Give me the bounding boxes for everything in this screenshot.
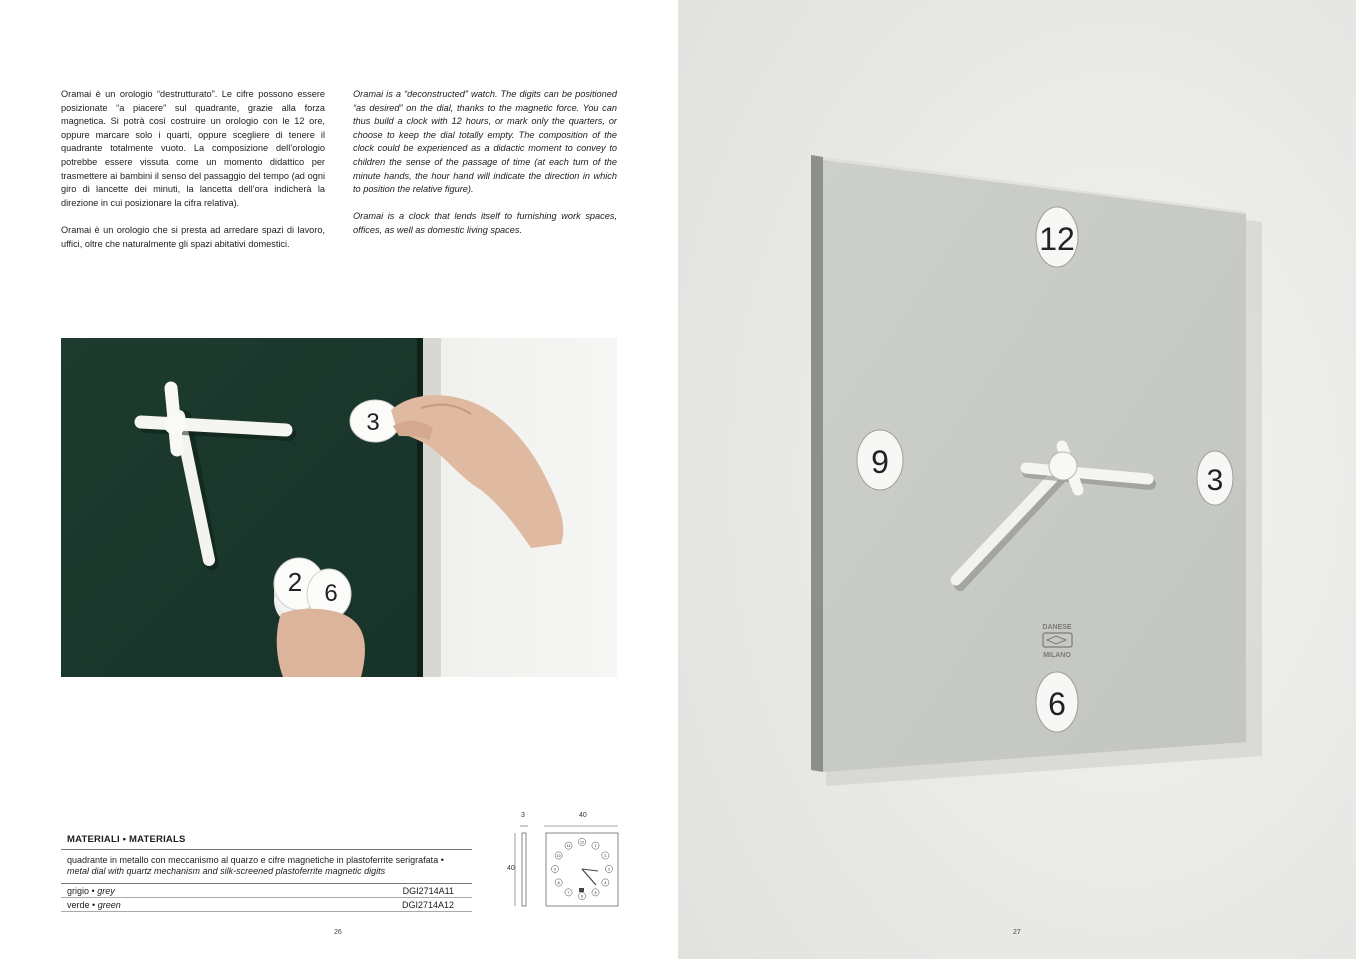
- variant-row-grey: [61, 884, 472, 898]
- dimension-width: 40: [579, 812, 587, 819]
- logo-top-text: DANESE: [1042, 624, 1072, 631]
- drawing-digit-label: 8: [557, 881, 560, 885]
- materials-description-en: metal dial with quartz mechanism and silk-screened plastoferrite magnetic digits: [67, 866, 386, 876]
- variant-code: DGI2714A12: [401, 900, 454, 910]
- green-clock-photo: [61, 338, 617, 677]
- english-text-column: [353, 88, 617, 251]
- drawing-digit-label: 12: [580, 840, 584, 845]
- drawing-digit-label: 5: [594, 890, 597, 895]
- variant-row-green: [61, 898, 472, 912]
- variant-name-it: verde •: [67, 900, 96, 910]
- drawing-digit-label: 1: [594, 844, 597, 849]
- drawing-digit-label: 2: [604, 854, 607, 858]
- drawing-digit-label: 4: [604, 881, 607, 885]
- english-paragraph-2: Oramai is a clock that lends itself to furnishing work spaces, offices, as well as domestic living spaces.: [353, 211, 617, 235]
- right-page: [678, 0, 1356, 959]
- dimension-height: 40: [507, 865, 515, 872]
- clock-digit-3: 3: [1206, 464, 1224, 497]
- held-digit-disc: [350, 400, 400, 442]
- stack-digit-a: 2: [287, 567, 303, 597]
- materials-title: MATERIALI • MATERIALS: [61, 834, 472, 850]
- logo-bottom-text: MILANO: [1043, 652, 1071, 659]
- materials-table: [61, 834, 472, 912]
- materials-description-it: quadrante in metallo con meccanismo al quarzo e cifre magnetiche in plastoferrite serigrafata •: [67, 855, 444, 865]
- drawing-digit-label: 6: [581, 894, 583, 899]
- english-paragraph-1: Oramai is a “deconstructed” watch. The digits can be positioned “as desired” on the dial, thanks to the magnetic force. You can thus build a clock with 12 hours, or mark only the quarters, or choose to keep the dial totally empty. The composition of the clock could be experienced as a didactic moment to convey to children the sense of the passage of time (at each turn of the minute hands, the hour hand will indicate the direction in which to position the relative figure).: [353, 89, 617, 195]
- variant-code: DGI2714A11: [402, 886, 454, 896]
- stack-digit-b: 6: [324, 580, 338, 607]
- drawing-digit-label: 10: [556, 854, 561, 858]
- italian-paragraph-1: Oramai è un orologio “destrutturato”. Le cifre possono essere posizionate “a piacere” sul quadrante, grazie alla forza magnetica. Si potrà così costruire un orologio con le 12 ore, oppure marcare solo i quarti, oppure scegliere di tenere il quadrante totalmente vuoto. La composizione dell’orologio potrebbe essere vissuta come un momento didattico per trasmettere ai bambini il senso del passaggio del tempo (ad ogni giro di lancette dei minuti, la lancetta dell’ora indicherà la direzione in cui posizionare la cifra relativa).: [61, 89, 325, 208]
- variant-name-en: grey: [97, 886, 115, 896]
- drawing-digit-label: 11: [566, 844, 571, 849]
- clock-digit-12: 12: [1039, 221, 1075, 257]
- materials-description: [61, 850, 472, 884]
- page-number-right: 27: [1013, 929, 1021, 936]
- held-digit-label: 3: [366, 409, 380, 436]
- italian-paragraph-2: Oramai è un orologio che si presta ad arredare spazi di lavoro, uffici, oltre che naturalmente gli spazi abitativi domestici.: [61, 224, 325, 249]
- italian-text-column: [61, 88, 325, 265]
- page-number-left: 26: [334, 929, 342, 936]
- clock-digit-9: 9: [871, 444, 889, 480]
- variant-name-en: green: [97, 900, 121, 910]
- dimension-depth: 3: [521, 812, 525, 819]
- drawing-digit-label: 9: [554, 867, 556, 872]
- drawing-digit-label: 3: [608, 867, 610, 872]
- variant-name-it: grigio •: [67, 886, 95, 896]
- technical-drawing: [500, 808, 626, 912]
- drawing-digit-label: 7: [567, 890, 570, 895]
- grey-square-clock: [811, 155, 1246, 772]
- clock-digit-6: 6: [1048, 686, 1066, 722]
